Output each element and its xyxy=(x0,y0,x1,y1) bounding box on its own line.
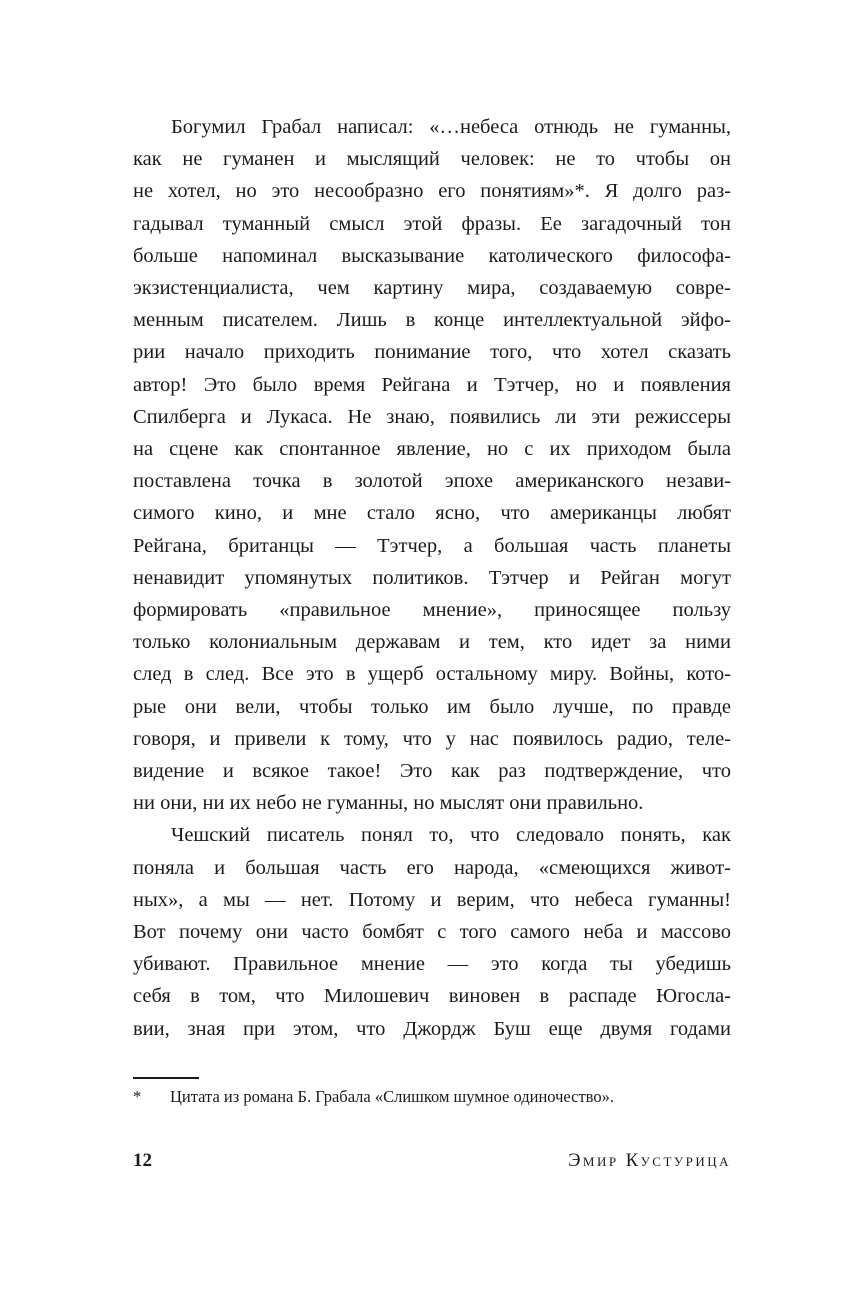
text-line: менным писателем. Лишь в конце интеллектуальной эйфо- xyxy=(133,309,731,332)
text-line: Чешский писатель понял то, что следовало понять, как xyxy=(171,824,731,847)
text-line: Рейгана, британцы — Тэтчер, а большая часть планеты xyxy=(133,534,731,557)
paragraph xyxy=(133,111,731,819)
text-line: формировать «правильное мнение», приносящее пользу xyxy=(133,599,731,622)
text-line: ных», а мы — нет. Потому и верим, что небеса гуманны! xyxy=(133,888,731,911)
footnote xyxy=(133,1086,731,1108)
page-number: 12 xyxy=(133,1150,152,1171)
footnote-text: Цитата из романа Б. Грабала «Слишком шумное одиночество». xyxy=(170,1087,614,1106)
text-line: ненавидит упомянутых политиков. Тэтчер и Рейган могут xyxy=(133,566,731,589)
text-line: вии, зная при этом, что Джордж Буш еще двумя годами xyxy=(133,1017,731,1040)
text-line: убивают. Правильное мнение — это когда ты убедишь xyxy=(133,953,731,976)
text-line: симого кино, и мне стало ясно, что американцы любят xyxy=(133,502,731,525)
text-line: больше напоминал высказывание католического философа- xyxy=(133,244,731,267)
paragraph xyxy=(133,819,731,1044)
text-line: гадывал туманный смысл этой фразы. Ее загадочный тон xyxy=(133,212,731,235)
text-line: поняла и большая часть его народа, «смеющихся живот- xyxy=(133,856,731,879)
footnote-marker: * xyxy=(133,1087,142,1106)
text-line: ни они, ни их небо не гуманны, но мыслят они правильно. xyxy=(133,792,644,815)
text-line: не хотел, но это несообразно его понятиям»*. Я долго раз- xyxy=(133,180,731,203)
text-line: рые они вели, чтобы только им было лучше, по правде xyxy=(133,695,731,718)
body-text xyxy=(133,111,731,1045)
footnote-separator xyxy=(133,1077,199,1079)
text-line: Богумил Грабал написал: «…небеса отнюдь не гуманны, xyxy=(171,116,731,138)
text-line: рии начало приходить понимание того, что хотел сказать xyxy=(133,341,731,364)
text-line: Спилберга и Лукаса. Не знаю, появились ли эти режиссеры xyxy=(133,405,731,428)
text-line: след в след. Все это в ущерб остальному миру. Войны, кото- xyxy=(133,663,731,686)
running-author: Эмир Кустурица xyxy=(568,1151,731,1171)
text-line: говоря, и привели к тому, что у нас появилось радио, теле- xyxy=(133,727,731,750)
text-line: себя в том, что Милошевич виновен в распаде Югосла- xyxy=(133,985,731,1008)
text-line: автор! Это было время Рейгана и Тэтчер, но и появления xyxy=(133,373,731,396)
text-line: только колониальным державам и тем, кто идет за ними xyxy=(133,631,731,654)
page-footer xyxy=(133,1150,731,1172)
text-line: как не гуманен и мыслящий человек: не то чтобы он xyxy=(133,148,731,171)
text-line: экзистенциалиста, чем картину мира, создаваемую совре- xyxy=(133,277,731,300)
text-line: Вот почему они часто бомбят с того самого неба и массово xyxy=(133,921,731,944)
text-line: на сцене как спонтанное явление, но с их приходом была xyxy=(133,438,731,461)
text-line: видение и всякое такое! Это как раз подтверждение, что xyxy=(133,760,731,783)
text-line: поставлена точка в золотой эпохе американского незави- xyxy=(133,470,731,493)
